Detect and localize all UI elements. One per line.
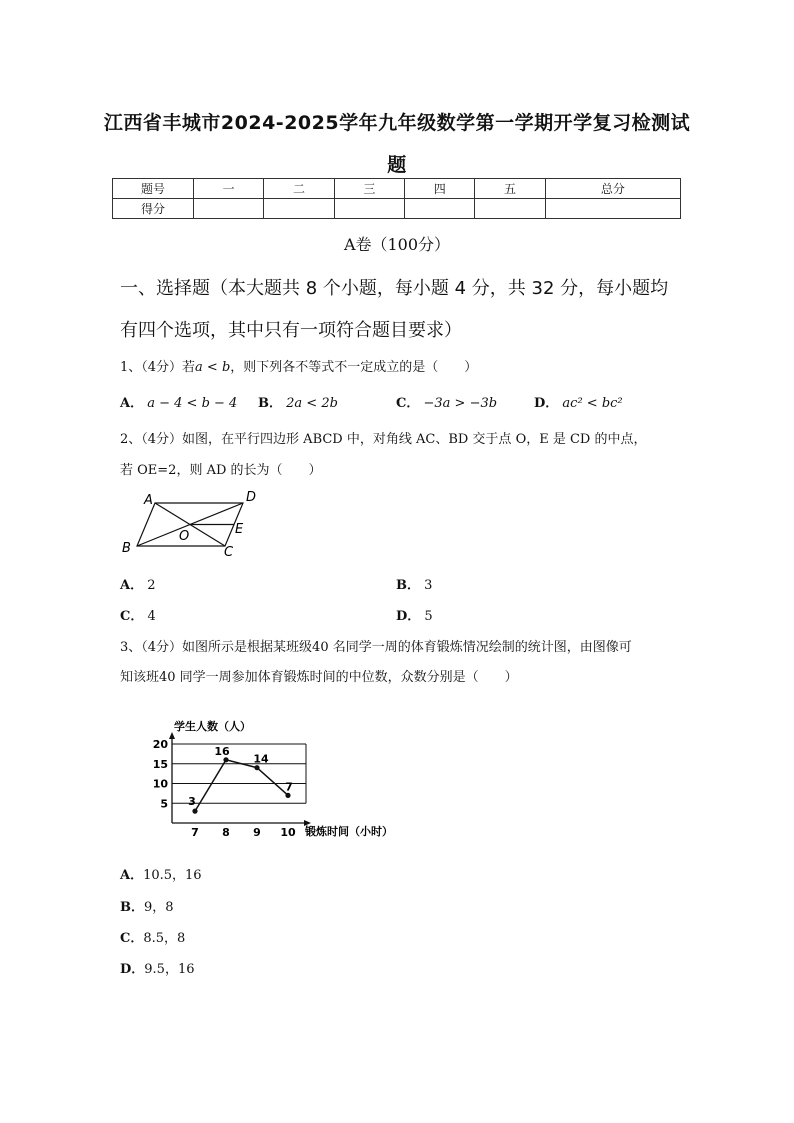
option-letter: B． [258,396,282,411]
option-text: ac² < bc² [562,396,623,411]
table-cell: 题号 [113,179,194,199]
y-tick-label: 20 [152,738,168,751]
data-label: 3 [188,795,196,809]
y-tick-label: 15 [152,757,168,771]
table-cell: 总分 [545,179,680,199]
label-d: D [246,490,257,505]
score-cell[interactable] [264,199,334,219]
option-text: 2a < 2b [286,396,338,411]
label-c: C [224,545,234,560]
option-letter: B． [396,578,420,593]
score-cell[interactable] [194,199,264,219]
score-cell[interactable] [334,199,404,219]
option-letter: C． [396,396,420,411]
option-letter: B． [120,900,144,915]
section-heading: A卷（100分） [343,235,451,254]
y-axis-label: 学生人数（人） [174,720,251,733]
question-3-line-1: 3、（4分）如图所示是根据某班级40 名同学一周的体育锻炼情况绘制的统计图，由图像可 [120,640,632,655]
option-letter: D． [534,396,559,411]
question-1-stem [120,356,477,375]
option-text: 2 [147,578,156,593]
data-label: 7 [285,780,293,794]
option-text: 9，8 [144,900,174,915]
q2-option-c[interactable] [120,605,156,624]
label-b: B [122,541,131,556]
table-cell: 得分 [113,199,194,219]
option-text: −3a > −3b [423,396,498,411]
label-e: E [235,522,244,537]
y-tick-label: 10 [152,777,168,791]
y-axis-arrow [169,732,175,739]
option-text: a − 4 < b − 4 [147,396,238,411]
option-letter: A． [120,396,144,411]
q2-option-d[interactable] [396,605,433,624]
option-text: 3 [424,578,433,593]
option-letter: A． [120,868,144,883]
option-text: 4 [147,609,156,624]
option-letter: C． [120,931,144,946]
q1-option-d[interactable] [534,392,623,411]
score-table-score-row [113,199,681,219]
data-point [192,809,197,814]
part-heading-continued: 有四个选项，其中只有一项符合题目要求） [120,320,462,341]
question-2-line-1: 2、（4分）如图，在平行四边形 ABCD 中，对角线 AC、BD 交于点 O，E 是 CD 的中点， [120,432,647,447]
x-tick-label: 7 [191,826,199,839]
q1-option-a[interactable] [120,392,237,411]
q1-option-b[interactable] [258,392,338,411]
x-tick-label: 10 [280,826,296,839]
part-heading: 一、选择题（本大题共 8 个小题，每小题 4 分，共 32 分，每小题均 [120,278,669,299]
option-letter: C． [120,609,144,624]
x-tick-label: 9 [253,826,261,839]
question-text: ，则下列各不等式不一定成立的是（ ） [230,360,478,375]
score-cell[interactable] [475,199,545,219]
table-cell: 三 [334,179,404,199]
line-chart [140,712,420,842]
q2-option-b[interactable] [396,574,432,593]
question-text: 1、（4分）若 [120,360,196,375]
data-label: 14 [253,752,269,766]
q1-option-c[interactable] [396,392,497,411]
page-title-continued: 题 [387,154,407,176]
page-title: 江西省丰城市2024-2025学年九年级数学第一学期开学复习检测试 [103,112,691,134]
option-text: 5 [424,609,433,624]
parallelogram-figure [118,486,268,560]
option-text: 10.5，16 [143,868,202,883]
score-cell[interactable] [545,199,680,219]
y-tick-label: 5 [160,797,168,811]
option-letter: D． [120,962,145,977]
data-point [223,757,228,762]
option-letter: D． [396,609,421,624]
data-point [254,765,259,770]
table-cell: 二 [264,179,334,199]
question-3-line-2: 知该班40 同学一周参加体育锻炼时间的中位数，众数分别是（ ） [120,670,518,685]
label-o: O [179,529,190,544]
q3-option-d[interactable] [120,958,195,977]
score-cell[interactable] [405,199,475,219]
x-tick-label: 8 [222,826,230,839]
q3-option-c[interactable] [120,927,185,946]
math-expression: a < b [195,360,231,375]
data-point [285,793,290,798]
q3-option-b[interactable] [120,896,174,915]
table-cell: 一 [194,179,264,199]
option-text: 9.5，16 [144,962,195,977]
option-letter: A． [120,578,144,593]
option-text: 8.5，8 [143,931,186,946]
x-axis-label: 锻炼时间（小时） [305,825,393,838]
score-table-header-row [113,179,681,199]
question-2-line-2: 若 OE=2，则 AD 的长为（ ） [120,463,322,478]
data-label: 16 [214,744,230,758]
table-cell: 四 [405,179,475,199]
q3-option-a[interactable] [120,864,202,883]
score-table [112,178,681,219]
table-cell: 五 [475,179,545,199]
label-a: A [144,493,153,508]
q2-option-a[interactable] [120,574,156,593]
